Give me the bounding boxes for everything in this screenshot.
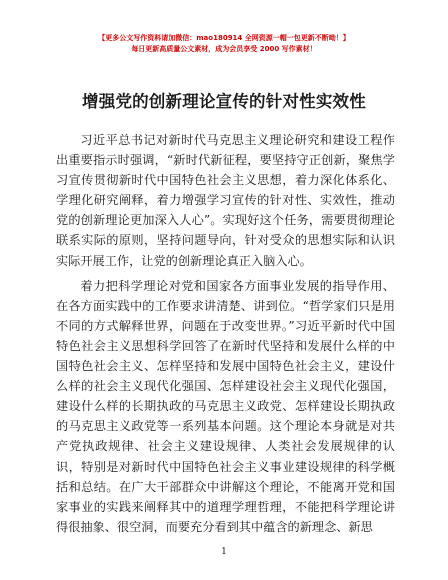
promo-banner (0, 33, 448, 55)
document-title: 增强党的创新理论宣传的针对性实效性 (82, 92, 366, 111)
paragraph-2: 着力把科学理论对党和国家各方面事业发展的指导作用、在各方面实践中的工作要求讲清楚、讲到位。“哲学家们只是用不同的方式解释世界，问题在于改变世界。”习近平新时代中国特色社会主义思想科学回答了在新时代坚持和发展什么样的中国特色社会主义、怎样坚持和发展中国特色社会主义，建设什么样的社会主义现代化强国、怎样建设社会主义现代化强国，建设什么样的长期执政的马克思主义政党、怎样建设长期执政的马克思主义政党等一系列基本问题。这个理论本身就是对共产党执政规律、社会主义建设规律、人类社会发展规律的认识，特别是对新时代中国特色社会主义事业建设规律的科学概括和总结。在广大干部群众中讲解这个理论，不能离开党和国家事业的实践来阐释其中的道理学理哲理，不能把科学理论讲得很抽象、很空洞，而要充分看到其中蕴含的新理念、新思 (56, 278, 395, 534)
document-body (56, 130, 395, 537)
paragraph-1: 习近平总书记对新时代马克思主义理论研究和建设工程作出重要指示时强调，“新时代新征程，要坚持守正创新，聚焦学习宣传贯彻新时代中国特色社会主义思想，着力深化体系化、学理化研究阐释，着力增强学习宣传的针对性、实效性，推动党的创新理论更加深入人心”。实现好这个任务，需要贯彻理论联系实际的原则，坚持问题导向，针对受众的思想实际和认识实际开展工作，让党的创新理论真正入脑入心。 (56, 133, 395, 268)
promo-banner-line-1: 【更多公文写作资料请加微信：mao180914 全网资源一帽一包更新不断呦！】 (98, 34, 350, 42)
promo-banner-line-2: 每日更新高质量公文素材，成为会员享受 2000 写作素材！ (131, 45, 317, 53)
page-number: 1 (221, 547, 227, 557)
